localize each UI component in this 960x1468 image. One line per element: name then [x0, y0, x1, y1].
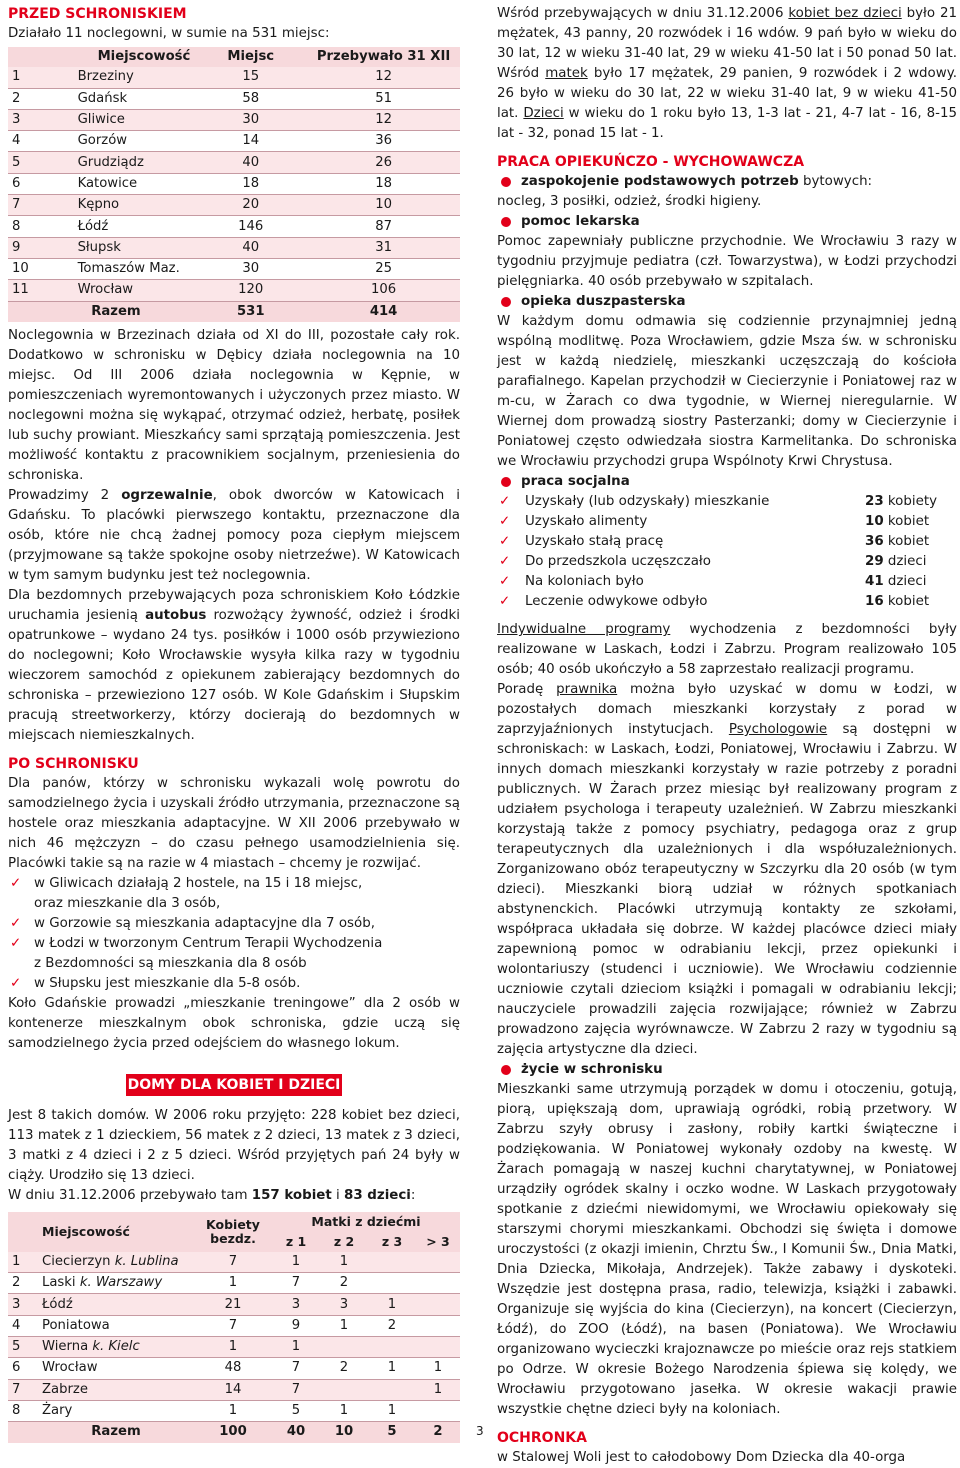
paragraph-ogrzewalnie: Prowadzimy 2 ogrzewalnie, obok dworców w Katowicach i Gdańsku. To placówki pierwszego kontaktu, przeznaczone dla osób, które nie chcą żadnej pomocy poza ciepłym miejscem (przyjmowane są także spokojne osoby nietrzeźwe). W Katowicach w tym samym budynku jest też noclegownia.	[8, 487, 460, 583]
col-place: Miejscowość	[38, 47, 195, 67]
table-row: 4 Poniatowa 7 9 1 2	[8, 1315, 460, 1336]
check-icon: ✓	[499, 514, 511, 529]
check-icon: ✓	[499, 534, 511, 549]
bullet-praca-socjalna: praca socjalna	[497, 472, 957, 492]
col-women: Kobiety bezdz.	[194, 1212, 272, 1252]
total-residents: 414	[307, 301, 460, 322]
total-places: 531	[194, 301, 307, 322]
paragraph-hostele: Dla panów, którzy w schronisku wykazali wolę powrotu do samodzielnego życia i uzyskali źródło utrzymania, przeznaczone są hostele oraz mieszkania adaptacyjne. W XII 2006 przebywało w nich 46 mężczyzn – do czasu pełnego usamodzielnienia się. Placówki takie są na razie w 4 miastach – chcemy je rozwijać.	[8, 775, 460, 871]
check-icon: ✓	[10, 915, 22, 931]
bullet-icon	[501, 297, 511, 307]
section-title-po-schronisku: PO SCHRONISKU	[8, 755, 139, 772]
list-item: ✓ Leczenie odwykowe odbyło 16 kobiet	[497, 592, 957, 612]
check-icon: ✓	[499, 494, 511, 509]
social-work-results	[497, 492, 957, 612]
table-row: 2 Gdańsk 58 51	[8, 88, 460, 109]
check-icon: ✓	[499, 594, 511, 609]
paragraph-ochronka: w Stalowej Woli jest to całodobowy Dom Dziecka dla 40-orga	[497, 1450, 906, 1465]
table-row: 10 Tomaszów Maz. 30 25	[8, 258, 460, 279]
paragraph-mieszkanie-treningowe: Koło Gdańskie prowadzi „mieszkanie treningowe” dla 2 osób w kontenerze mieszkalnym obok schroniska, gdzie uczą się samodzielnego życia przed odejściem do własnego lokum.	[8, 995, 460, 1051]
list-item: ✓ w Gorzowie są mieszkania adaptacyjne dla 7 osób,	[8, 914, 460, 934]
table-header	[8, 1212, 460, 1232]
paragraph-programy: Indywidualne programy wychodzenia z bezdomności były realizowane w Laskach, Łodzi i Zabrzu. Program realizowało 105 osób; 40 osób ukończyło a 58 zaprzestało realizacji programu.	[497, 622, 957, 677]
table-row: 3 Łódź 21 3 3 1	[8, 1294, 460, 1315]
check-icon: ✓	[10, 935, 22, 951]
col-place: Miejscowość	[38, 1212, 194, 1252]
paragraph-statystyka-kobiet: Wśród przebywających w dniu 31.12.2006 kobiet bez dzieci było 21 mężatek, 43 panny, 20 rozwódek i 16 wdów. 9 pań było w wieku do 30 lat, 12 w wieku 31-40 lat, 29 w wieku 41-50 lat i 50 ponad 50 lat. Wśród matek było 17 mężatek, 29 panien, 9 rozwódek i 2 wdowy. 26 było w wieku do 30 lat, 22 w wieku 31-40 lat, 9 w wieku 41-50 lat. Dzieci w wieku do 1 roku było 13, 1-3 lat - 21, 4-7 lat - 16, 8-15 lat - 32, ponad 15 lat - 1.	[497, 6, 957, 141]
list-item: ✓ Uzyskały (lub odzyskały) mieszkanie 23 kobiety	[497, 492, 957, 512]
bullet-opieka-duszpasterska: opieka duszpasterska	[497, 292, 957, 312]
bullet-potrzeby: zaspokojenie podstawowych potrzeb bytowych:	[497, 172, 957, 192]
table-row: 5 Grudziądz 40 26	[8, 152, 460, 173]
table-row: 8 Łódź 146 87	[8, 216, 460, 237]
table-row: 1 Ciecierzyn k. Lublina 7 1 1	[8, 1252, 460, 1273]
table-row: 2 Laski k. Warszawy 1 7 2	[8, 1273, 460, 1294]
paragraph-noclegownie: Noclegownia w Brzezinach działa od XI do III, pozostałe cały rok. Dodatkowo w schronisku w Dębicy działa noclegownia na 10 miejsc. Od III 2006 działa noclegownia w Kępnie, w pomieszczeniach wyremontowanych i użyczonych przez miasto. W noclegowni można się wykąpać, otrzymać odzież, herbatę, posiłek lub suchy prowiant. Mieszkańcy sami sprzątają pomieszczenia. Jest możliwość kontaktu z pracownikiem socjalnym, przeniesienia do schroniska.	[8, 327, 460, 483]
hostel-list	[8, 874, 460, 994]
banner-domy-dla-kobiet: DOMY DLA KOBIET I DZIECI	[126, 1074, 342, 1096]
table-row: 7 Kępno 20 10	[8, 195, 460, 216]
check-icon: ✓	[10, 875, 22, 891]
section-title-praca-opiekuncza: PRACA OPIEKUŃCZO - WYCHOWAWCZA	[497, 154, 805, 170]
table-row: 6 Wrocław 48 7 2 1 1	[8, 1358, 460, 1379]
intro-text: Działało 11 noclegowni, w sumie na 531 miejsc:	[8, 26, 330, 41]
paragraph-domy: Jest 8 takich domów. W 2006 roku przyjęto: 228 kobiet bez dzieci, 113 matek z 1 dzieckiem, 56 matek z 2 dzieci, 13 matek z 3 dzieci, 3 matki z 4 dzieci i 2 z 5 dzieci. Wśród przyjętych pań 24 były w ciąży. Urodziło się 13 dzieci.	[8, 1107, 460, 1183]
table-total-row	[8, 301, 460, 322]
check-icon: ✓	[499, 554, 511, 569]
list-item: ✓ w Słupsku jest mieszkanie dla 5-8 osób.	[8, 974, 460, 994]
col-mothers: Matki z dziećmi	[272, 1212, 460, 1232]
table-row: 1 Brzeziny 15 12	[8, 67, 460, 88]
table-row: 3 Gliwice 30 12	[8, 109, 460, 130]
list-item: ✓ w Łodzi w tworzonym Centrum Terapii Wychodzenia z Bezdomności są mieszkania dla 8 osób	[10, 935, 383, 971]
womens-homes-table: Miejscowość Kobiety bezdz. Matki z dziećmi z 1 z 2 z 3 > 3 1 Ciecierzyn k. Lublina 7 1 1 2 Laski k. Warszawy 1 7 2 3 Łódź 21 3 3 1 4 Poniatowa 7 9 1 2 5 Wierna k. Kielc 1 1 6 Wrocław 48 7 2 1 1 7 Zabrze 14 7 1 8 Żary 1 5 1 1 Razem 100 40 10 5 2	[8, 1212, 460, 1443]
section-title-przed-schroniskiem: PRZED SCHRONISKIEM	[8, 6, 187, 22]
paragraph-stan-31-12: W dniu 31.12.2006 przebywało tam 157 kobiet i 83 dzieci:	[8, 1187, 416, 1203]
list-item: ✓ Na koloniach było 41 dzieci	[497, 572, 957, 592]
list-item: ✓ Uzyskało alimenty 10 kobiet	[497, 512, 957, 532]
table-total-row: Razem 100 40 10 5 2	[8, 1422, 460, 1443]
bullet-icon	[501, 477, 511, 487]
section-title-ochronka: OCHRONKA	[497, 1430, 587, 1446]
table-header	[8, 47, 460, 67]
bullet-icon	[501, 1065, 511, 1075]
list-item: ✓ Uzyskało stałą pracę 36 kobiet	[497, 532, 957, 552]
right-column: Wśród przebywających w dniu 31.12.2006 kobiet bez dzieci było 21 mężatek, 43 panny, 20 rozwódek i 16 wdów. 9 pań było w wieku do 30 lat, 12 w wieku 31-40 lat, 29 w wieku 41-50 lat i 50 ponad 50 lat. Wśród matek było 17 mężatek, 29 panien, 9 rozwódek i 2 wdowy. 26 było w wieku do 30 lat, 22 w wieku 31-40 lat, 9 w wieku 41-50 lat. Dzieci w wieku do 1 roku było 13, 1-3 lat - 21, 4-7 lat - 16, 8-15 lat - 32, ponad 15 lat - 1. PRACA OPIEKUŃCZO - WYCHOWAWCZA zaspokojenie podstawowych potrzeb bytowych: nocleg, 3 posiłki, odzież, środki higieny. pomoc lekarska Pomoc zapewniały publiczne przychodnie. We Wrocławiu 3 razy w tygodniu przyjmuje pediatra (czł. Towarzystwa), w Łodzi przychodzi pielęgniarka. 40 osób przebywało w szpitalach. opieka duszpasterska W każdym domu odmawia się codziennie przynajmniej jedną wspólną modlitwę. Poza Wrocławiem, gdzie Msza św. w schronisku jest w każdą niedzielę, mieszkanki uczęszczają do kościoła parafialnego. Kapelan przychodził w Ciecierzynie i Poniatowej raz w m-cu, w Żarach co dwa tygodnie, w Wiernej nieregularnie. W Wiernej dom prowadzą siostry Pasterzanki; domy w Ciecierzynie i Poniatowej często odwiedzała siostra Karmelitanka. Do schroniska we Wrocławiu przychodzi grupa Wspólnoty Krwi Chrystusa. praca socjalna ✓ Uzyskały (lub odzyskały) mieszkanie 23 kobiety ✓ Uzyskało alimenty 10 kobiet ✓ Uzyskało stałą pracę 36 kobiet ✓ Do przedszkola uczęszczało 29 dzieci ✓ Na koloniach było 41 dzieci ✓ Leczenie odwykowe odbyło 16 kobiet Indywidualne programy wychodzenia z bezdomności były realizowane w Laskach, Łodzi i Zabrzu. Program realizowało 105 osób; 40 osób ukończyło a 58 zaprzestało realizacji programu. Poradę prawnika można było uzyskać w domu w Łodzi, w pozostałych domach mieszkanki korzystały z porad w zaprzyjaźnionych instytucjach. Psychologowie są dostępni w schroniskach: w Laskach, Łodzi, Poniatowej, Wrocławiu i Zabrzu. W innych domach mieszkanki korzystały w razie potrzeby z poradni publicznych. W Żarach przez miesiąc był realizowany program z udziałem psychologa i terapeuty uzależnień. W Zabrzu mieszkanki korzystają także z pomocy psychiatry, pedagoga oraz z grup terapeutycznych dla uzależnionych i dla współuzależnionych. Zorganizowano obóz terapeutyczny w Szczyrku dla 20 osób (w tym dzieci). Mieszkanki biorą udział w różnych spotkaniach abstynenckich. Placówki utrzymują kontakty ze szkołami, współpraca układała się dobrze. W każdej placówce dzieci miały zapewnioną pomoc w odrabianiu lekcji, przez opiekunki i wolontariuszy (studenci i uczniowie). We Wrocławiu codziennie uczniowie czytali dzieciom książki i pomagali w odrabianiu lekcji; nauczyciele prowadzili zajęcia rozwijające; również w Zabrzu prowadzono zajęcia wyrównawcze. W Zabrzu 2 razy w tygodniu są zajęcia artystyczne dla dzieci. życie w schronisku Mieszkanki same utrzymują porządek w domu i otoczeniu, gotują, piorą, upiększają dom, uprawiają ogródki, robią przetwory. W Zabrzu szyły obrusy i zasłony, robiły kartki świąteczne i podziękowania. W Poniatowej wykonały ozdoby na kwestę. W Żarach pomagają w naszej kuchni charytatywnej, w Poniatowej urządziły ogródek skalny i oczko wodne. W Laskach przygotowały spotkanie z dziećmi niewidomymi, we Wrocławiu opiekowały się starszymi chorymi mieszkankami. Obchodzi się święta i domowe uroczystości (z okazji imienin, Chrztu Św., I Komunii Św., Dnia Matki, Dnia Dziecka, Mikołaja, Andrzejek). Także zabawy i dyskoteki. Wszędzie jest dostępna prasa, radio, telewizja, książki i zabawki. Organizuje się wyjścia do kina (Ciecierzyn), na koncert (Ciecierzyn, Łódź), do ZOO (Łódź), na basen (Poniatowa). We Wrocławiu organizowano wycieczki krajoznawcze po mieście oraz rejs statkiem po Odrze. W okresie Bożego Narodzenia śpiewa się kolędy, we Wrocławiu przygotowano jasełka. W okresie wakacji prawie wszystkie chętne dzieci były na koloniach. OCHRONKA w Stalowej Woli jest to całodobowy Dom Dziecka dla 40-orga	[497, 4, 957, 1468]
left-column	[8, 4, 460, 1443]
shelters-table	[8, 47, 460, 322]
table-row: 8 Żary 1 5 1 1	[8, 1400, 460, 1421]
bullet-pomoc-lekarska: pomoc lekarska	[497, 212, 957, 232]
bullet-icon	[501, 177, 511, 187]
table-row: 6 Katowice 18 18	[8, 173, 460, 194]
table-row: 4 Gorzów 14 36	[8, 131, 460, 152]
paragraph-autobus: Dla bezdomnych przebywających poza schroniskiem Koło Łódzkie uruchamia jesienią autobus rozwożący żywność, odzież i środki opatrunkowe – wydano 24 tys. posiłków i 1000 osób przywieziono do noclegowni; Koło Wrocławskie wysyła kilka razy w tygodniu wieczorem samochód z opiekunem zabierający bezdomnych do schroniska – przewieziono 127 osób. W Kole Gdańskim i Słupskim pracują streetworkerzy, którzy docierają do bezdomnych w miejscach niemieszkalnych.	[8, 587, 460, 743]
table-row: 11 Wrocław 120 106	[8, 280, 460, 301]
table-row: 7 Zabrze 14 7 1	[8, 1379, 460, 1400]
col-places: Miejsc	[194, 47, 307, 67]
paragraph-porady: Poradę prawnika można było uzyskać w domu w Łodzi, w pozostałych domach mieszkanki korzystały z porad w zaprzyjaźnionych instytucjach. Psychologowie są dostępni w schroniskach: w Laskach, Łodzi, Poniatowej, Wrocławiu i Zabrzu. W innych domach mieszkanki korzystały w razie potrzeby z poradni publicznych. W Żarach przez miesiąc był realizowany program z udziałem psychologa i terapeuty uzależnień. W Zabrzu mieszkanki korzystają także z pomocy psychiatry, pedagoga oraz z grup terapeutycznych dla uzależnionych i dla współuzależnionych. Zorganizowano obóz terapeutyczny w Szczyrku dla 20 osób (w tym dzieci). Mieszkanki biorą udział w różnych spotkaniach abstynenckich. Placówki utrzymują kontakty ze szkołami, współpraca układała się dobrze. W każdej placówce dzieci miały zapewnioną pomoc w odrabianiu lekcji, przez opiekunki i wolontariuszy (studenci i uczniowie). We Wrocławiu codziennie uczniowie czytali dzieciom książki i pomagali w odrabianiu lekcji; nauczyciele prowadzili zajęcia rozwijające; również w Zabrzu prowadzono zajęcia wyrównawcze. W Zabrzu 2 razy w tygodniu są zajęcia artystyczne dla dzieci.	[497, 682, 957, 1057]
list-item: ✓ Do przedszkola uczęszczało 29 dzieci	[497, 552, 957, 572]
check-icon: ✓	[499, 574, 511, 589]
list-item: ✓ w Gliwicach działają 2 hostele, na 15 i 18 miejsc, oraz mieszkanie dla 3 osób,	[10, 875, 363, 911]
bullet-icon	[501, 217, 511, 227]
check-icon: ✓	[10, 975, 22, 991]
page-number: 3	[476, 1424, 484, 1438]
table-row: 5 Wierna k. Kielc 1 1	[8, 1337, 460, 1358]
bullet-zycie-w-schronisku: życie w schronisku	[497, 1060, 957, 1080]
total-label: Razem	[38, 301, 195, 322]
table-row: 9 Słupsk 40 31	[8, 237, 460, 258]
col-residents: Przebywało 31 XII	[307, 47, 460, 67]
